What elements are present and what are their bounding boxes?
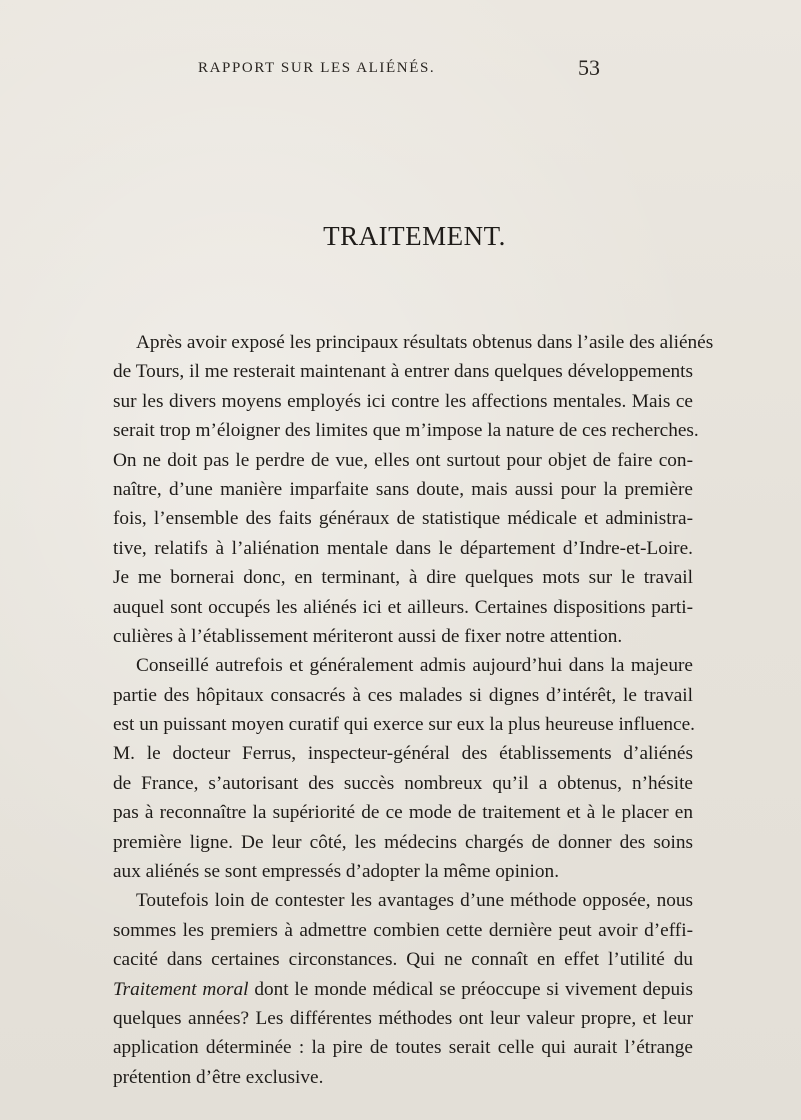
paragraph-2 xyxy=(113,651,693,886)
text-line: serait trop m’éloigner des limites que m’impose la nature de ces recherches. xyxy=(113,420,699,442)
text-line: M. le docteur Ferrus, inspecteur-général des établissements d’aliénés xyxy=(113,743,693,765)
text-line: quelques années? Les différentes méthodes ont leur valeur propre, et leur xyxy=(113,1007,693,1029)
text-line: culières à l’établissement mériteront aussi de fixer notre attention. xyxy=(113,625,623,647)
text-line: application déterminée : la pire de toutes serait celle qui aurait l’étrange xyxy=(113,1037,693,1059)
running-head: RAPPORT SUR LES ALIÉNÉS. xyxy=(198,60,436,76)
text-line: de France, s’autorisant des succès nombreux qu’il a obtenus, n’hésite xyxy=(113,772,693,794)
text-line: tive, relatifs à l’aliénation mentale dans le département d’Indre-et-Loire. xyxy=(113,537,693,559)
text-line: première ligne. De leur côté, les médecins chargés de donner des soins xyxy=(113,831,693,853)
text-line: sur les divers moyens employés ici contre les affections mentales. Mais ce xyxy=(113,390,693,412)
section-title: TRAITEMENT. xyxy=(323,221,506,251)
text-line: On ne doit pas le perdre de vue, elles ont surtout pour objet de faire con- xyxy=(113,449,693,471)
italic-term: Traitement moral xyxy=(113,978,249,1000)
text-line: fois, l’ensemble des faits généraux de statistique médicale et administra- xyxy=(113,508,693,530)
page-number: 53 xyxy=(578,55,600,80)
paragraph-3 xyxy=(113,886,693,1092)
text-line: cacité dans certaines circonstances. Qui ne connaît en effet l’utilité du xyxy=(113,949,693,971)
text-line: sommes les premiers à admettre combien cette dernière peut avoir d’effi- xyxy=(113,919,693,941)
text-line: est un puissant moyen curatif qui exerce sur eux la plus heureuse influence. xyxy=(113,714,695,736)
body-text xyxy=(113,328,714,1092)
text-line: auquel sont occupés les aliénés ici et ailleurs. Certaines dispositions parti- xyxy=(113,596,693,618)
paragraph-1 xyxy=(113,328,714,651)
text-line: pas à reconnaître la supériorité de ce mode de traitement et à le placer en xyxy=(113,802,693,824)
text-line: Conseillé autrefois et généralement admis aujourd’hui dans la majeure xyxy=(136,655,693,677)
text-line: naître, d’une manière imparfaite sans doute, mais aussi pour la première xyxy=(113,478,693,500)
text-line: partie des hôpitaux consacrés à ces malades si dignes d’intérêt, le travail xyxy=(113,684,693,706)
text-line: Toutefois loin de contester les avantages d’une méthode opposée, nous xyxy=(136,890,693,912)
text-line: de Tours, il me resterait maintenant à entrer dans quelques développements xyxy=(113,361,693,383)
text-line: Je me bornerai donc, en terminant, à dire quelques mots sur le travail xyxy=(113,567,693,589)
italic-line-rest: dont le monde médical se préoccupe si vivement depuis xyxy=(248,978,693,1000)
text-line: Après avoir exposé les principaux résultats obtenus dans l’asile des aliénés xyxy=(136,332,714,353)
text-line-italic xyxy=(113,975,693,1004)
text-line: aux aliénés se sont empressés d’adopter la même opinion. xyxy=(113,861,560,883)
text-line: prétention d’être exclusive. xyxy=(113,1066,324,1088)
